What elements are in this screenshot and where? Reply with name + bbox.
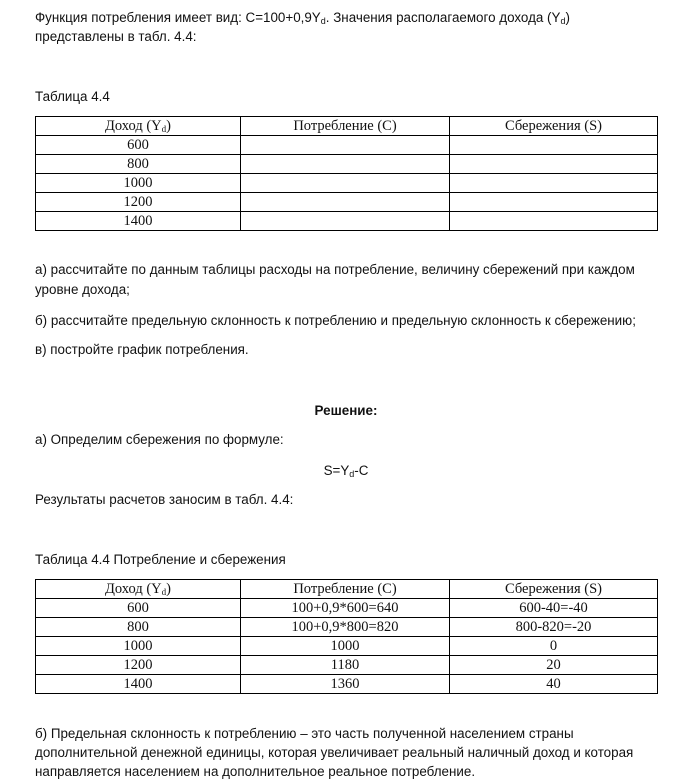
table-cell: 1000 <box>36 174 241 193</box>
table-cell <box>241 174 450 193</box>
table2-caption: Таблица 4.4 Потребление и сбережения <box>35 552 286 567</box>
table1 <box>35 116 658 231</box>
conclusion-line-2: дополнительной денежной единицы, которая увеличивает реальный наличный доход и которая <box>35 745 634 760</box>
table-cell <box>450 155 658 174</box>
table2-header-income: Доход $(Y_d)$ <box>36 580 241 599</box>
table-cell <box>241 155 450 174</box>
table-row <box>36 618 658 637</box>
table2-header-row <box>36 580 658 599</box>
table-cell: 600 <box>36 599 241 618</box>
table-cell: 1200 <box>36 193 241 212</box>
table-cell <box>241 212 450 231</box>
table-cell: 100+0,9*600=640 <box>241 599 450 618</box>
table-row <box>36 599 658 618</box>
table-cell <box>450 174 658 193</box>
table-cell: 40 <box>450 675 658 694</box>
table-cell: 600 <box>36 136 241 155</box>
table1-caption: Таблица 4.4 <box>35 89 110 104</box>
table2-header-savings: Сбережения (S) <box>450 580 658 599</box>
table-cell <box>450 136 658 155</box>
conclusion-line-3: направляется населением на дополнительное реальное потребление. <box>35 764 476 779</box>
table-cell: 600-40=-40 <box>450 599 658 618</box>
table-cell: 1400 <box>36 212 241 231</box>
table-cell: 1180 <box>241 656 450 675</box>
table-cell: 800 <box>36 618 241 637</box>
intro-line-1: Функция потребления имеет вид: $C=100+0,9Y_d$. Значения располагаемого дохода $(Y_d)$ <box>35 10 570 26</box>
table-row <box>36 212 658 231</box>
intro-line-2: представлены в табл. 4.4: <box>35 29 197 44</box>
table2 <box>35 579 658 694</box>
table-cell: 1360 <box>241 675 450 694</box>
table-cell <box>241 193 450 212</box>
table-cell <box>450 212 658 231</box>
table-row <box>36 155 658 174</box>
table-row <box>36 136 658 155</box>
table-cell: 800-820=-20 <box>450 618 658 637</box>
table-row <box>36 174 658 193</box>
solution-step-a: а) Определим сбережения по формуле: <box>35 432 284 447</box>
table-cell: 0 <box>450 637 658 656</box>
solution-title: Решение: <box>314 403 378 418</box>
table-cell: 1400 <box>36 675 241 694</box>
task-c: в) постройте график потребления. <box>35 342 249 357</box>
table-row <box>36 656 658 675</box>
table-cell: 1000 <box>36 637 241 656</box>
table-cell: 1200 <box>36 656 241 675</box>
task-a-line-1: а) рассчитайте по данным таблицы расходы на потребление, величину сбережений при каждом <box>35 262 635 277</box>
table-cell <box>241 136 450 155</box>
table1-header-savings: Сбережения (S) <box>450 117 658 136</box>
table-row <box>36 675 658 694</box>
table-cell: 100+0,9*800=820 <box>241 618 450 637</box>
conclusion-line-1: б) Предельная склонность к потреблению – это часть полученной населением страны <box>35 726 574 741</box>
table2-header-consumption: Потребление (C) <box>241 580 450 599</box>
task-a-line-2: уровне дохода; <box>35 282 130 297</box>
table-cell: 800 <box>36 155 241 174</box>
table1-header-row <box>36 117 658 136</box>
table-cell: 1000 <box>241 637 450 656</box>
table1-header-consumption: Потребление (C) <box>241 117 450 136</box>
table-row <box>36 193 658 212</box>
task-b: б) рассчитайте предельную склонность к потреблению и предельную склонность к сбережению; <box>35 313 636 328</box>
results-note: Результаты расчетов заносим в табл. 4.4: <box>35 492 294 507</box>
table-cell: 20 <box>450 656 658 675</box>
savings-formula: $S=Y_d-C$ <box>323 463 369 479</box>
table1-header-income: Доход $(Y_d)$ <box>36 117 241 136</box>
table-cell <box>450 193 658 212</box>
table-row <box>36 637 658 656</box>
